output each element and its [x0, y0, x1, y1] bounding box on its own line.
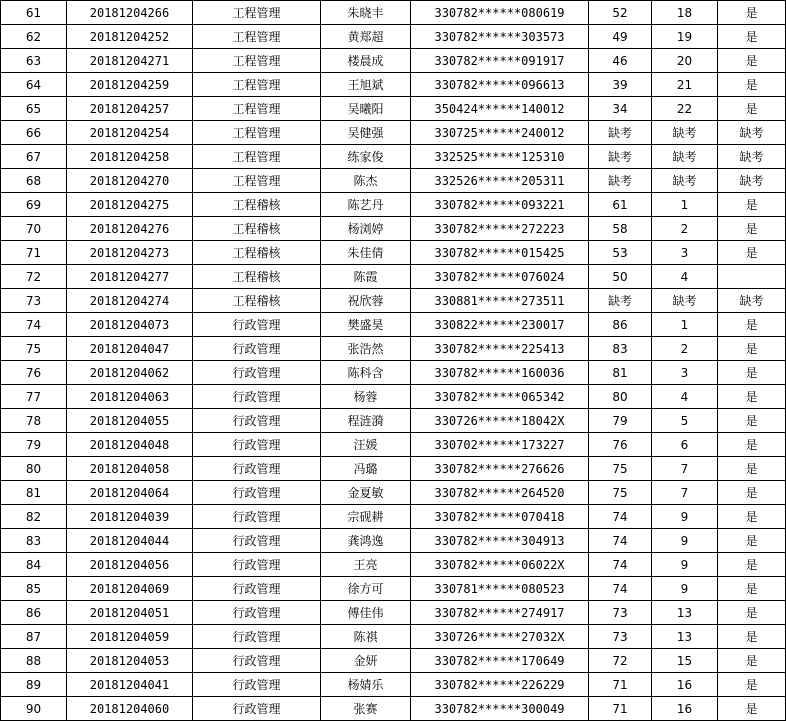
row-number-cell: 71 [1, 241, 67, 265]
row-number-cell: 68 [1, 169, 67, 193]
qualified-cell: 是 [718, 25, 786, 49]
position-cell: 工程管理 [193, 169, 321, 193]
qualified-cell: 是 [718, 409, 786, 433]
score-cell: 74 [589, 553, 652, 577]
qualified-cell: 是 [718, 361, 786, 385]
table-row [1, 433, 786, 457]
rank-cell: 18 [652, 1, 718, 25]
exam-id-cell: 20181204252 [67, 25, 193, 49]
position-cell: 行政管理 [193, 313, 321, 337]
position-cell: 工程管理 [193, 121, 321, 145]
rank-cell: 6 [652, 433, 718, 457]
table-row [1, 217, 786, 241]
row-number-cell: 61 [1, 1, 67, 25]
position-cell: 行政管理 [193, 433, 321, 457]
exam-id-cell: 20181204069 [67, 577, 193, 601]
table-row [1, 361, 786, 385]
position-cell: 行政管理 [193, 337, 321, 361]
exam-id-cell: 20181204048 [67, 433, 193, 457]
table-row [1, 649, 786, 673]
qualified-cell: 是 [718, 241, 786, 265]
score-cell: 52 [589, 1, 652, 25]
position-cell: 工程管理 [193, 25, 321, 49]
qualified-cell: 是 [718, 217, 786, 241]
score-cell: 76 [589, 433, 652, 457]
qualified-cell: 是 [718, 481, 786, 505]
id-number-cell: 330881******273511 [411, 289, 589, 313]
position-cell: 行政管理 [193, 577, 321, 601]
position-cell: 工程管理 [193, 1, 321, 25]
row-number-cell: 82 [1, 505, 67, 529]
position-cell: 行政管理 [193, 697, 321, 721]
table-row [1, 385, 786, 409]
score-cell: 50 [589, 265, 652, 289]
score-cell: 86 [589, 313, 652, 337]
rank-cell: 缺考 [652, 169, 718, 193]
id-number-cell: 330726******27032X [411, 625, 589, 649]
rank-cell: 9 [652, 577, 718, 601]
qualified-cell: 缺考 [718, 289, 786, 313]
name-cell: 傅佳伟 [321, 601, 411, 625]
score-cell: 34 [589, 97, 652, 121]
position-cell: 行政管理 [193, 601, 321, 625]
rank-cell: 1 [652, 313, 718, 337]
table-row [1, 73, 786, 97]
rank-cell: 3 [652, 361, 718, 385]
name-cell: 程涟漪 [321, 409, 411, 433]
qualified-cell: 是 [718, 433, 786, 457]
score-cell: 61 [589, 193, 652, 217]
position-cell: 行政管理 [193, 553, 321, 577]
row-number-cell: 70 [1, 217, 67, 241]
rank-cell: 13 [652, 601, 718, 625]
id-number-cell: 332525******125310 [411, 145, 589, 169]
exam-id-cell: 20181204055 [67, 409, 193, 433]
score-cell: 缺考 [589, 145, 652, 169]
qualified-cell: 是 [718, 385, 786, 409]
qualified-cell: 是 [718, 457, 786, 481]
row-number-cell: 66 [1, 121, 67, 145]
exam-id-cell: 20181204060 [67, 697, 193, 721]
row-number-cell: 76 [1, 361, 67, 385]
name-cell: 宗砚耕 [321, 505, 411, 529]
exam-id-cell: 20181204277 [67, 265, 193, 289]
table-row [1, 673, 786, 697]
exam-id-cell: 20181204056 [67, 553, 193, 577]
rank-cell: 16 [652, 673, 718, 697]
table-row [1, 193, 786, 217]
rank-cell: 21 [652, 73, 718, 97]
exam-id-cell: 20181204047 [67, 337, 193, 361]
row-number-cell: 80 [1, 457, 67, 481]
table-row [1, 145, 786, 169]
qualified-cell: 是 [718, 193, 786, 217]
score-cell: 74 [589, 505, 652, 529]
table-row [1, 553, 786, 577]
id-number-cell: 330781******080523 [411, 577, 589, 601]
name-cell: 龚鸿逸 [321, 529, 411, 553]
qualified-cell: 是 [718, 337, 786, 361]
position-cell: 工程稽核 [193, 217, 321, 241]
rank-cell: 4 [652, 265, 718, 289]
table-row [1, 265, 786, 289]
id-number-cell: 330782******096613 [411, 73, 589, 97]
id-number-cell: 330782******272223 [411, 217, 589, 241]
row-number-cell: 69 [1, 193, 67, 217]
row-number-cell: 85 [1, 577, 67, 601]
table-row [1, 697, 786, 721]
row-number-cell: 74 [1, 313, 67, 337]
row-number-cell: 67 [1, 145, 67, 169]
position-cell: 工程稽核 [193, 241, 321, 265]
score-cell: 缺考 [589, 121, 652, 145]
score-cell: 72 [589, 649, 652, 673]
id-number-cell: 350424******140012 [411, 97, 589, 121]
exam-id-cell: 20181204062 [67, 361, 193, 385]
id-number-cell: 330782******06022X [411, 553, 589, 577]
exam-id-cell: 20181204254 [67, 121, 193, 145]
score-cell: 75 [589, 481, 652, 505]
table-row [1, 241, 786, 265]
row-number-cell: 90 [1, 697, 67, 721]
position-cell: 行政管理 [193, 625, 321, 649]
qualified-cell: 是 [718, 1, 786, 25]
id-number-cell: 330822******230017 [411, 313, 589, 337]
name-cell: 黄郑超 [321, 25, 411, 49]
exam-id-cell: 20181204063 [67, 385, 193, 409]
table-row [1, 97, 786, 121]
row-number-cell: 72 [1, 265, 67, 289]
exam-id-cell: 20181204257 [67, 97, 193, 121]
id-number-cell: 330702******173227 [411, 433, 589, 457]
position-cell: 行政管理 [193, 649, 321, 673]
qualified-cell: 是 [718, 577, 786, 601]
rank-cell: 16 [652, 697, 718, 721]
score-cell: 81 [589, 361, 652, 385]
table-row [1, 457, 786, 481]
qualified-cell: 是 [718, 505, 786, 529]
position-cell: 工程稽核 [193, 193, 321, 217]
exam-id-cell: 20181204051 [67, 601, 193, 625]
row-number-cell: 75 [1, 337, 67, 361]
id-number-cell: 332526******205311 [411, 169, 589, 193]
id-number-cell: 330782******070418 [411, 505, 589, 529]
score-cell: 74 [589, 529, 652, 553]
table-row [1, 1, 786, 25]
rank-cell: 缺考 [652, 121, 718, 145]
table-row [1, 625, 786, 649]
rank-cell: 9 [652, 529, 718, 553]
row-number-cell: 77 [1, 385, 67, 409]
name-cell: 冯璐 [321, 457, 411, 481]
id-number-cell: 330782******015425 [411, 241, 589, 265]
position-cell: 行政管理 [193, 673, 321, 697]
rank-cell: 2 [652, 217, 718, 241]
name-cell: 王旭斌 [321, 73, 411, 97]
table-row [1, 505, 786, 529]
rank-cell: 9 [652, 553, 718, 577]
exam-id-cell: 20181204270 [67, 169, 193, 193]
table-row [1, 529, 786, 553]
id-number-cell: 330726******18042X [411, 409, 589, 433]
score-cell: 79 [589, 409, 652, 433]
exam-id-cell: 20181204273 [67, 241, 193, 265]
id-number-cell: 330782******274917 [411, 601, 589, 625]
row-number-cell: 86 [1, 601, 67, 625]
score-cell: 73 [589, 625, 652, 649]
qualified-cell [718, 265, 786, 289]
id-number-cell: 330782******300049 [411, 697, 589, 721]
score-cell: 58 [589, 217, 652, 241]
table-row [1, 121, 786, 145]
name-cell: 金妍 [321, 649, 411, 673]
position-cell: 行政管理 [193, 505, 321, 529]
exam-id-cell: 20181204059 [67, 625, 193, 649]
id-number-cell: 330782******160036 [411, 361, 589, 385]
qualified-cell: 缺考 [718, 121, 786, 145]
exam-id-cell: 20181204274 [67, 289, 193, 313]
row-number-cell: 84 [1, 553, 67, 577]
qualified-cell: 是 [718, 49, 786, 73]
name-cell: 陈霞 [321, 265, 411, 289]
exam-id-cell: 20181204266 [67, 1, 193, 25]
name-cell: 金夏敏 [321, 481, 411, 505]
qualified-cell: 是 [718, 673, 786, 697]
table-row [1, 49, 786, 73]
name-cell: 杨婧乐 [321, 673, 411, 697]
id-number-cell: 330782******264520 [411, 481, 589, 505]
table-row [1, 313, 786, 337]
name-cell: 朱佳倩 [321, 241, 411, 265]
name-cell: 吴健强 [321, 121, 411, 145]
rank-cell: 5 [652, 409, 718, 433]
qualified-cell: 是 [718, 97, 786, 121]
id-number-cell: 330782******080619 [411, 1, 589, 25]
rank-cell: 4 [652, 385, 718, 409]
score-cell: 73 [589, 601, 652, 625]
id-number-cell: 330782******170649 [411, 649, 589, 673]
name-cell: 杨浏婷 [321, 217, 411, 241]
position-cell: 行政管理 [193, 457, 321, 481]
score-cell: 缺考 [589, 169, 652, 193]
score-cell: 71 [589, 673, 652, 697]
exam-id-cell: 20181204073 [67, 313, 193, 337]
score-cell: 53 [589, 241, 652, 265]
score-cell: 39 [589, 73, 652, 97]
name-cell: 杨蓉 [321, 385, 411, 409]
row-number-cell: 62 [1, 25, 67, 49]
rank-cell: 13 [652, 625, 718, 649]
row-number-cell: 65 [1, 97, 67, 121]
exam-id-cell: 20181204044 [67, 529, 193, 553]
row-number-cell: 79 [1, 433, 67, 457]
qualified-cell: 是 [718, 601, 786, 625]
id-number-cell: 330782******065342 [411, 385, 589, 409]
qualified-cell: 是 [718, 697, 786, 721]
qualified-cell: 是 [718, 625, 786, 649]
row-number-cell: 83 [1, 529, 67, 553]
rank-cell: 2 [652, 337, 718, 361]
row-number-cell: 64 [1, 73, 67, 97]
name-cell: 陈艺丹 [321, 193, 411, 217]
rank-cell: 9 [652, 505, 718, 529]
name-cell: 张浩然 [321, 337, 411, 361]
score-cell: 74 [589, 577, 652, 601]
name-cell: 陈杰 [321, 169, 411, 193]
name-cell: 陈祺 [321, 625, 411, 649]
name-cell: 楼晨成 [321, 49, 411, 73]
id-number-cell: 330782******225413 [411, 337, 589, 361]
row-number-cell: 89 [1, 673, 67, 697]
row-number-cell: 81 [1, 481, 67, 505]
row-number-cell: 78 [1, 409, 67, 433]
qualified-cell: 缺考 [718, 145, 786, 169]
table-row [1, 481, 786, 505]
score-cell: 80 [589, 385, 652, 409]
rank-cell: 缺考 [652, 289, 718, 313]
table-row [1, 577, 786, 601]
id-number-cell: 330782******304913 [411, 529, 589, 553]
name-cell: 祝欣蓉 [321, 289, 411, 313]
rank-cell: 22 [652, 97, 718, 121]
exam-id-cell: 20181204053 [67, 649, 193, 673]
qualified-cell: 是 [718, 529, 786, 553]
name-cell: 练家俊 [321, 145, 411, 169]
position-cell: 工程稽核 [193, 265, 321, 289]
score-cell: 71 [589, 697, 652, 721]
table-row [1, 409, 786, 433]
id-number-cell: 330782******093221 [411, 193, 589, 217]
qualified-cell: 是 [718, 649, 786, 673]
score-cell: 49 [589, 25, 652, 49]
exam-id-cell: 20181204041 [67, 673, 193, 697]
position-cell: 工程管理 [193, 49, 321, 73]
id-number-cell: 330782******303573 [411, 25, 589, 49]
exam-id-cell: 20181204039 [67, 505, 193, 529]
id-number-cell: 330782******276626 [411, 457, 589, 481]
exam-id-cell: 20181204259 [67, 73, 193, 97]
position-cell: 行政管理 [193, 409, 321, 433]
name-cell: 张赛 [321, 697, 411, 721]
row-number-cell: 63 [1, 49, 67, 73]
id-number-cell: 330782******091917 [411, 49, 589, 73]
position-cell: 工程管理 [193, 145, 321, 169]
rank-cell: 20 [652, 49, 718, 73]
rank-cell: 3 [652, 241, 718, 265]
position-cell: 工程稽核 [193, 289, 321, 313]
table-row [1, 601, 786, 625]
position-cell: 行政管理 [193, 361, 321, 385]
score-cell: 75 [589, 457, 652, 481]
name-cell: 陈科含 [321, 361, 411, 385]
position-cell: 工程管理 [193, 73, 321, 97]
table-body [1, 1, 786, 721]
table-row [1, 25, 786, 49]
rank-cell: 缺考 [652, 145, 718, 169]
exam-id-cell: 20181204064 [67, 481, 193, 505]
name-cell: 徐方可 [321, 577, 411, 601]
exam-id-cell: 20181204058 [67, 457, 193, 481]
table-row [1, 289, 786, 313]
qualified-cell: 是 [718, 553, 786, 577]
score-cell: 83 [589, 337, 652, 361]
table-row [1, 169, 786, 193]
qualified-cell: 缺考 [718, 169, 786, 193]
name-cell: 吴曦阳 [321, 97, 411, 121]
row-number-cell: 88 [1, 649, 67, 673]
row-number-cell: 87 [1, 625, 67, 649]
name-cell: 王亮 [321, 553, 411, 577]
position-cell: 行政管理 [193, 529, 321, 553]
rank-cell: 15 [652, 649, 718, 673]
id-number-cell: 330725******240012 [411, 121, 589, 145]
id-number-cell: 330782******226229 [411, 673, 589, 697]
name-cell: 樊盛昊 [321, 313, 411, 337]
position-cell: 工程管理 [193, 97, 321, 121]
rank-cell: 19 [652, 25, 718, 49]
score-cell: 缺考 [589, 289, 652, 313]
name-cell: 汪媛 [321, 433, 411, 457]
exam-id-cell: 20181204258 [67, 145, 193, 169]
position-cell: 行政管理 [193, 481, 321, 505]
exam-id-cell: 20181204271 [67, 49, 193, 73]
score-cell: 46 [589, 49, 652, 73]
exam-id-cell: 20181204276 [67, 217, 193, 241]
qualified-cell: 是 [718, 73, 786, 97]
id-number-cell: 330782******076024 [411, 265, 589, 289]
table-row [1, 337, 786, 361]
exam-id-cell: 20181204275 [67, 193, 193, 217]
row-number-cell: 73 [1, 289, 67, 313]
rank-cell: 7 [652, 481, 718, 505]
name-cell: 朱晓丰 [321, 1, 411, 25]
qualified-cell: 是 [718, 313, 786, 337]
rank-cell: 7 [652, 457, 718, 481]
rank-cell: 1 [652, 193, 718, 217]
position-cell: 行政管理 [193, 385, 321, 409]
